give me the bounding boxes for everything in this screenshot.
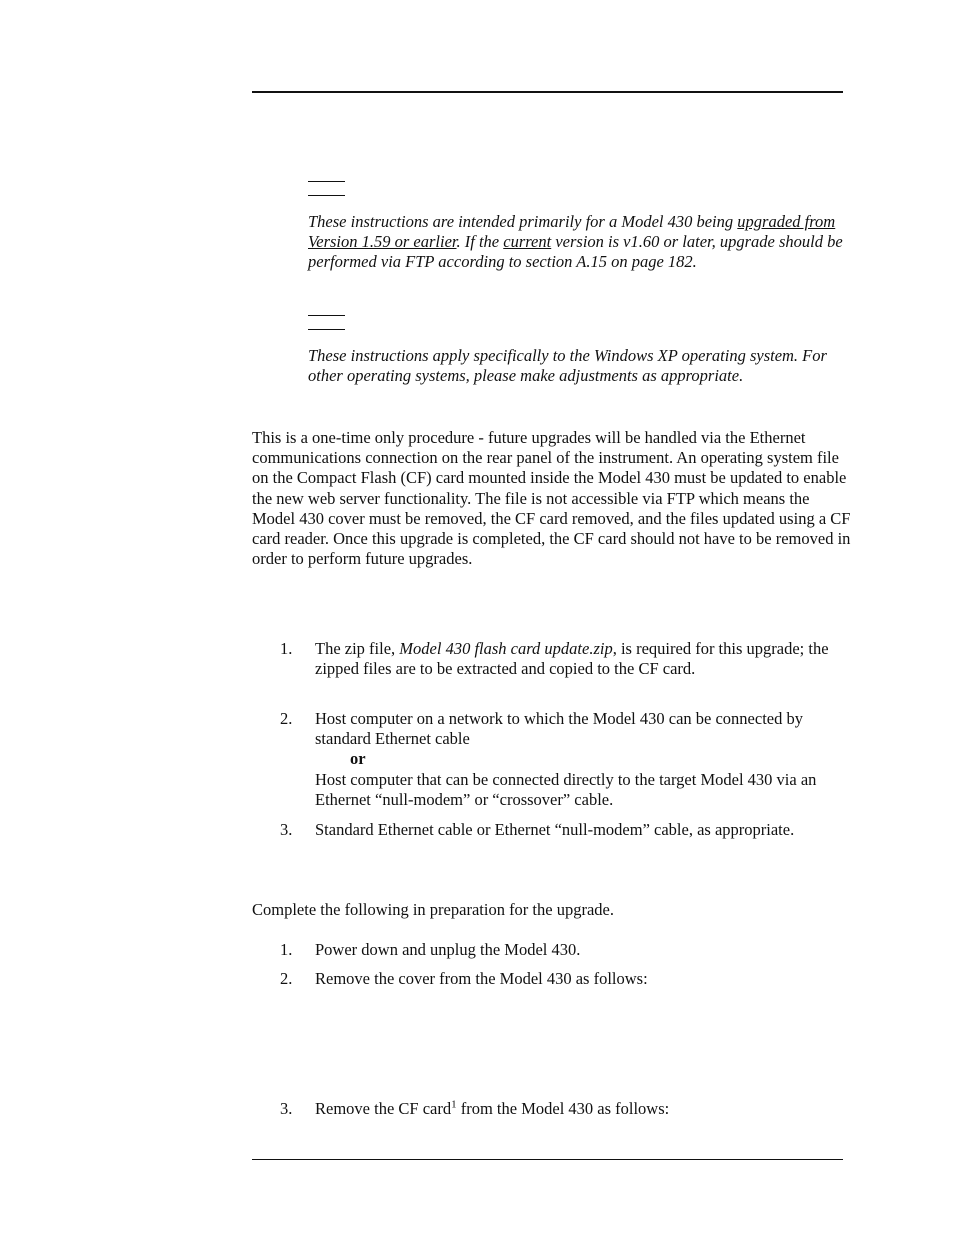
item-number: 3. — [280, 820, 293, 839]
footnote-ref: 1 — [451, 1098, 457, 1111]
intro-paragraph: This is a one-time only procedure - future upgrades will be handled via the Ethernet communications connection on the rear panel of the instrument. An operating system file on the Compact Flash (CF) card mounted inside the Model 430 must be updated to enable the new web server functionality. The file is not accessible via FTP which means the Model 430 cover must be removed, the CF card removed, and the files updated using a CF card reader. Once this upgrade is completed, the CF card should not have to be removed in order to perform future upgrades. — [252, 428, 851, 569]
note-marker-bottom — [308, 329, 345, 330]
item-number: 2. — [280, 969, 293, 988]
item-text: The zip file, — [315, 639, 400, 658]
note-os: These instructions apply specifically to the Windows XP operating system. For other operating systems, please make adjustments as appropriate. — [308, 346, 827, 386]
note-marker-bottom — [308, 195, 345, 196]
note-text: . If the — [456, 232, 504, 252]
note-marker-top — [308, 181, 345, 182]
item-number: 2. — [280, 709, 293, 728]
note-marker-top — [308, 315, 345, 316]
item-text: Remove the CF card — [315, 1099, 452, 1118]
item-text: , is required for this upgrade; the zipped files are to be extracted and copied to the CF card. — [315, 639, 829, 679]
item-text: Host computer that can be connected directly to the target Model 430 via an Ethernet “null-modem” or “crossover” cable. — [315, 769, 817, 809]
item-body: Remove the cover from the Model 430 as follows: — [315, 969, 648, 988]
footer-rule — [252, 1159, 843, 1160]
item-body: Standard Ethernet cable or Ethernet “null-modem” cable, as appropriate. — [315, 820, 795, 839]
item-text: from the Model 430 as follows: — [456, 1099, 670, 1118]
header-rule — [252, 91, 843, 93]
note-text: version is v1.60 or later, upgrade should be performed via FTP according to section A.15 on page 182. — [308, 232, 843, 272]
item-body: Power down and unplug the Model 430. — [315, 940, 581, 959]
or-label: or — [350, 749, 366, 769]
note-text: These instructions are intended primarily for a Model 430 being — [308, 212, 738, 231]
item-body — [315, 709, 845, 810]
note-underline: current — [503, 232, 552, 252]
item-body — [315, 1099, 845, 1119]
item-number: 1. — [280, 940, 293, 959]
item-text: Host computer on a network to which the Model 430 can be connected by standard Ethernet cable — [315, 709, 803, 749]
item-number: 1. — [280, 639, 293, 658]
file-name: Model 430 flash card update.zip — [399, 639, 613, 658]
note-underline: upgraded from Version 1.59 or earlier — [308, 212, 836, 252]
note-version — [308, 212, 848, 273]
prep-intro: Complete the following in preparation for the upgrade. — [252, 900, 614, 919]
item-number: 3. — [280, 1099, 293, 1118]
item-body — [315, 639, 845, 679]
